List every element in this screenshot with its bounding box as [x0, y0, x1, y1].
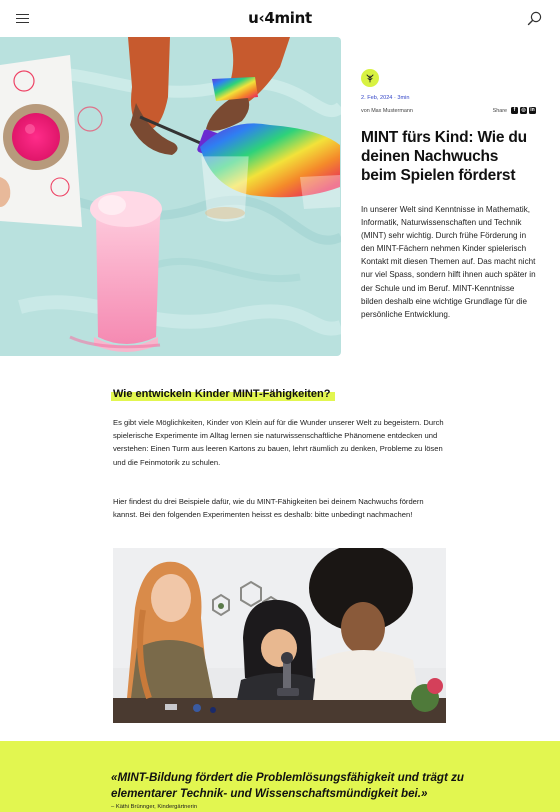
site-logo[interactable]: u‹4mint — [248, 9, 312, 27]
quote-text: «MINT-Bildung fördert die Problemlösungsfähigkeit und trägt zu elementarer Technik- und Wissenschaftsmündigkeit bei.» — [111, 771, 464, 800]
quote-author: – Käthi Brünnger, Kindergärtnerin — [111, 804, 198, 810]
quote-section — [0, 741, 560, 812]
search-icon[interactable] — [527, 11, 542, 26]
hero-image — [0, 37, 341, 356]
section-paragraph-1: Es gibt viele Möglichkeiten, Kinder von Klein auf für die Wunder unserer Welt zu begeistern. Durch spielerische Experimente im Alltag lernen sie naturwissenschaftliche Phänomene entdecken und verstehen: Einen Turm aus leeren Kartons zu bauen, lehrt räumlich zu denken, Probleme zu lösen und die Feinmotorik zu schulen. — [113, 418, 444, 467]
section-paragraph-2: Hier findest du drei Beispiele dafür, wie du MINT-Fähigkeiten bei deinem Nachwuchs fördern kannst. Bei den folgenden Experimenten heisst es deshalb: bitte unbedingt nachmachen! — [113, 497, 424, 520]
plant-icon — [365, 73, 375, 83]
share-group — [493, 107, 536, 114]
article-meta — [361, 69, 536, 321]
publish-date: 2. Feb, 2024 · 3min — [361, 95, 410, 101]
linkedin-share-icon[interactable]: in — [530, 107, 535, 113]
article-intro: In unserer Welt sind Kenntnisse in Mathematik, Informatik, Naturwissenschaften und Technik (MINT) sehr wichtig. Durch frühe Förderung in den MINT-Fächern nehmen Kinder spielerisch Kontakt mit diesen Themen auf. Das macht nicht nur viel Spass, sondern hilft ihnen auch später in der Schule und im Beruf. MINT-Kenntnisse bilden deshalb eine wichtige Grundlage für die persönliche Entwicklung. — [361, 205, 536, 319]
share-label: Share — [492, 107, 507, 114]
article-title: MINT fürs Kind: Wie du deinen Nachwuchs beim Spielen förderst — [361, 129, 527, 184]
author-share-row — [361, 107, 536, 114]
kids-microscope-photo — [113, 548, 446, 723]
author-name: von Max Mustermann — [361, 107, 413, 114]
instagram-share-icon[interactable]: ◎ — [521, 107, 526, 113]
facebook-share-icon[interactable]: f — [511, 107, 518, 114]
site-header — [0, 0, 560, 37]
section-heading: Wie entwickeln Kinder MINT-Fähigkeiten? — [111, 387, 335, 401]
category-badge[interactable] — [361, 69, 379, 87]
